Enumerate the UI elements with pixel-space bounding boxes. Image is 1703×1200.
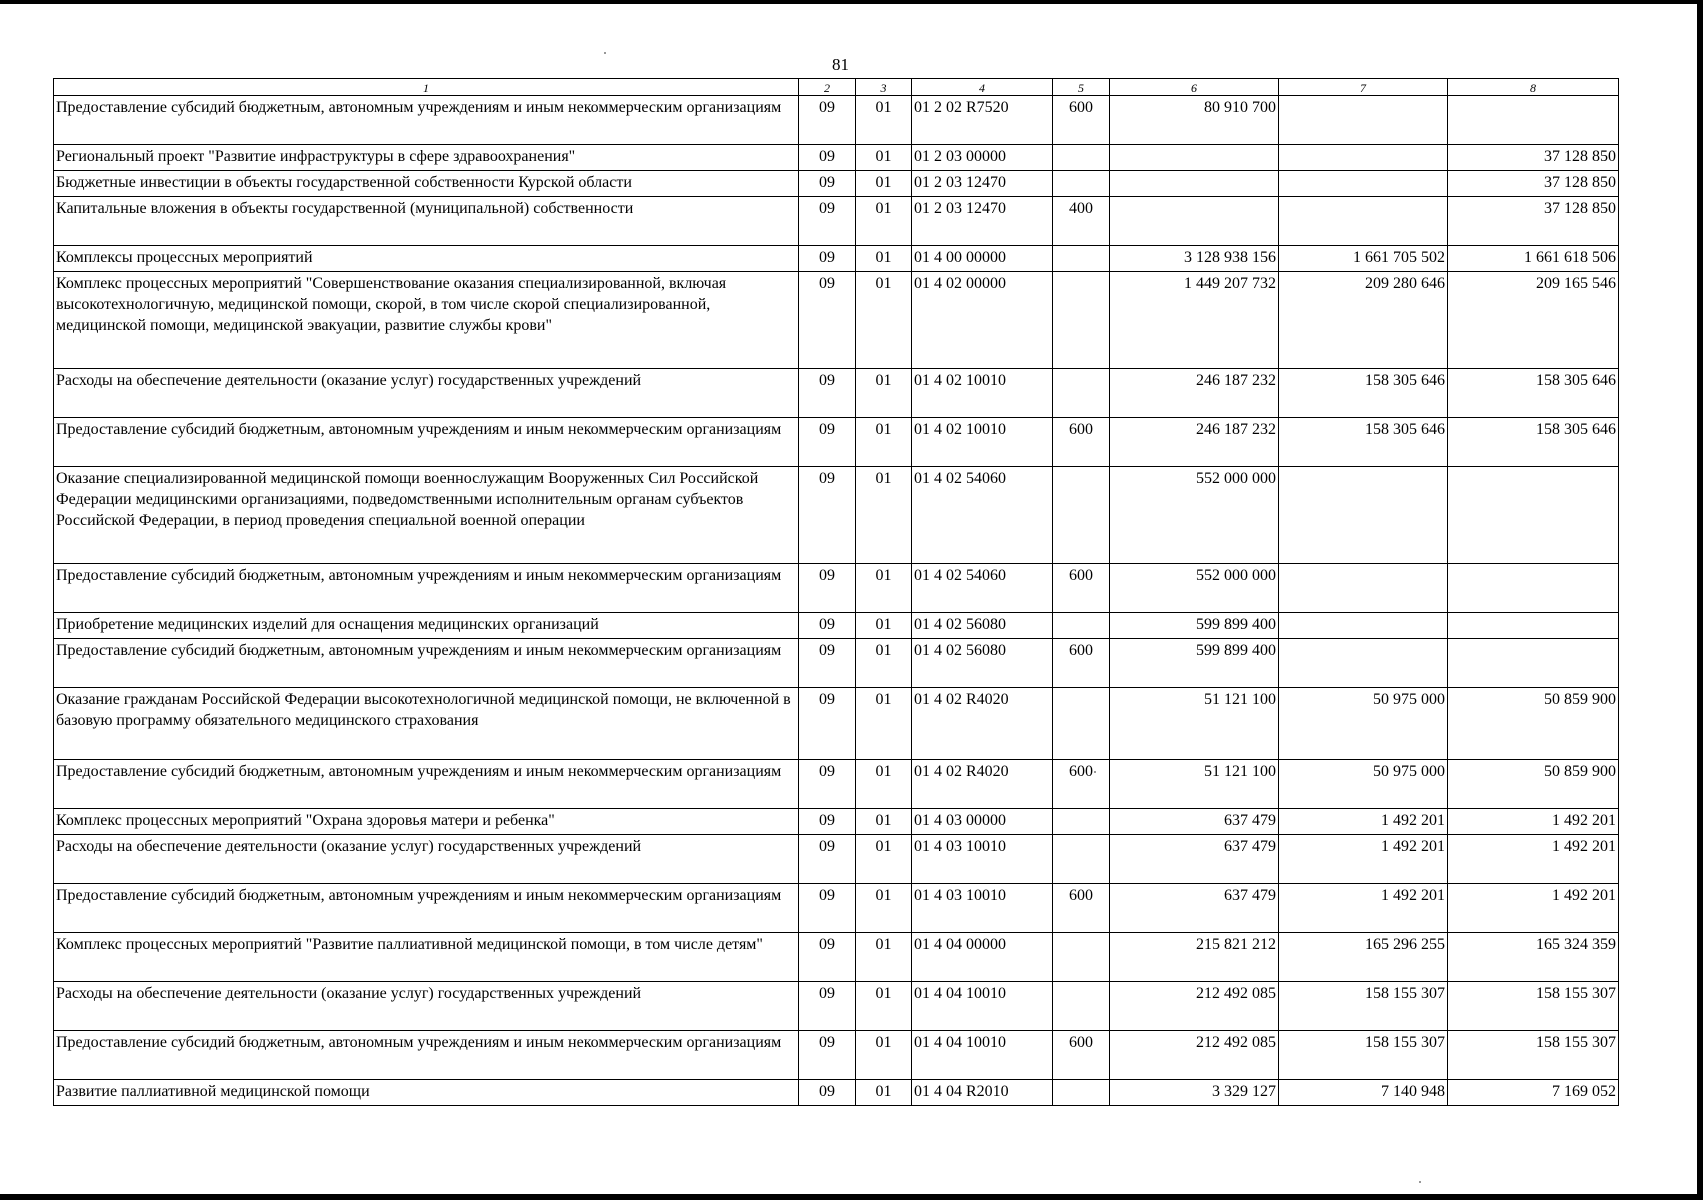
row-name: Капитальные вложения в объекты государственной (муниципальной) собственности: [54, 197, 799, 246]
amount-col-7: 1 661 705 502: [1279, 246, 1448, 272]
amount-col-6: 3 329 127: [1110, 1080, 1279, 1106]
amount-col-8: 158 155 307: [1448, 982, 1619, 1031]
section-code: 09: [799, 835, 856, 884]
amount-col-8: [1448, 96, 1619, 145]
target-article-code: 01 4 02 54060: [912, 467, 1053, 564]
row-name: Комплексы процессных мероприятий: [54, 246, 799, 272]
subsection-code: 01: [856, 197, 912, 246]
expense-type-code: 600: [1053, 564, 1110, 613]
subsection-code: 01: [856, 369, 912, 418]
amount-col-7: 158 305 646: [1279, 369, 1448, 418]
amount-col-6: 80 910 700: [1110, 96, 1279, 145]
table-row: [54, 884, 1619, 933]
column-number: 4: [912, 79, 1053, 96]
target-article-code: 01 4 03 00000: [912, 809, 1053, 835]
amount-col-8: [1448, 564, 1619, 613]
table-row: [54, 809, 1619, 835]
amount-col-8: 165 324 359: [1448, 933, 1619, 982]
column-number: 1: [54, 79, 799, 96]
table-row: [54, 467, 1619, 564]
section-code: 09: [799, 418, 856, 467]
amount-col-7: [1279, 171, 1448, 197]
subsection-code: 01: [856, 639, 912, 688]
amount-col-6: 637 479: [1110, 884, 1279, 933]
amount-col-8: 37 128 850: [1448, 145, 1619, 171]
table-body: [54, 96, 1619, 1106]
expense-type-code: 600: [1053, 418, 1110, 467]
row-name: Региональный проект "Развитие инфраструктуры в сфере здравоохранения": [54, 145, 799, 171]
amount-col-8: [1448, 639, 1619, 688]
amount-col-7: 1 492 201: [1279, 835, 1448, 884]
amount-col-6: 246 187 232: [1110, 418, 1279, 467]
column-number: 3: [856, 79, 912, 96]
section-code: 09: [799, 809, 856, 835]
scan-border-top: [0, 0, 1703, 4]
amount-col-8: 209 165 546: [1448, 272, 1619, 369]
amount-col-7: [1279, 639, 1448, 688]
table-row: [54, 1031, 1619, 1080]
subsection-code: 01: [856, 171, 912, 197]
section-code: 09: [799, 613, 856, 639]
section-code: 09: [799, 1031, 856, 1080]
section-code: 09: [799, 884, 856, 933]
subsection-code: 01: [856, 272, 912, 369]
column-number: 8: [1448, 79, 1619, 96]
section-code: 09: [799, 171, 856, 197]
row-name: Расходы на обеспечение деятельности (оказание услуг) государственных учреждений: [54, 369, 799, 418]
amount-col-7: 1 492 201: [1279, 809, 1448, 835]
expense-type-code: 600: [1053, 1031, 1110, 1080]
subsection-code: 01: [856, 760, 912, 809]
amount-col-8: 37 128 850: [1448, 197, 1619, 246]
row-name: Комплекс процессных мероприятий "Совершенствование оказания специализированной, включая высокотехнологичную, медицинской помощи, скорой, в том числе скорой специализированной, медицинской помощи, медицинской эвакуации, развитие службы крови": [54, 272, 799, 369]
amount-col-6: 51 121 100: [1110, 760, 1279, 809]
target-article-code: 01 4 00 00000: [912, 246, 1053, 272]
amount-col-8: 158 305 646: [1448, 369, 1619, 418]
amount-col-7: [1279, 467, 1448, 564]
amount-col-7: [1279, 564, 1448, 613]
amount-col-6: 215 821 212: [1110, 933, 1279, 982]
amount-col-8: 1 492 201: [1448, 809, 1619, 835]
subsection-code: 01: [856, 809, 912, 835]
row-name: Предоставление субсидий бюджетным, автономным учреждениям и иным некоммерческим организациям: [54, 96, 799, 145]
expense-type-code: 600: [1053, 639, 1110, 688]
row-name: Предоставление субсидий бюджетным, автономным учреждениям и иным некоммерческим организациям: [54, 418, 799, 467]
scan-border-bottom: [0, 1194, 1703, 1200]
section-code: 09: [799, 688, 856, 760]
page-number: 81: [832, 55, 849, 74]
target-article-code: 01 4 04 R2010: [912, 1080, 1053, 1106]
target-article-code: 01 2 02 R7520: [912, 96, 1053, 145]
expense-type-code: [1053, 1080, 1110, 1106]
table-row: [54, 1080, 1619, 1106]
scan-speck: [604, 52, 606, 54]
section-code: 09: [799, 145, 856, 171]
row-name: Развитие паллиативной медицинской помощи: [54, 1080, 799, 1106]
expense-type-code: 600: [1053, 96, 1110, 145]
expense-type-code: [1053, 369, 1110, 418]
expense-type-code: [1053, 982, 1110, 1031]
amount-col-6: 3 128 938 156: [1110, 246, 1279, 272]
target-article-code: 01 2 03 12470: [912, 171, 1053, 197]
section-code: 09: [799, 96, 856, 145]
section-code: 09: [799, 639, 856, 688]
section-code: 09: [799, 467, 856, 564]
amount-col-8: 1 661 618 506: [1448, 246, 1619, 272]
target-article-code: 01 4 02 00000: [912, 272, 1053, 369]
row-name: Предоставление субсидий бюджетным, автономным учреждениям и иным некоммерческим организациям: [54, 639, 799, 688]
table-row: [54, 197, 1619, 246]
amount-col-6: 51 121 100: [1110, 688, 1279, 760]
amount-col-8: [1448, 467, 1619, 564]
amount-col-8: 158 155 307: [1448, 1031, 1619, 1080]
amount-col-6: 599 899 400: [1110, 639, 1279, 688]
subsection-code: 01: [856, 467, 912, 564]
table-row: [54, 835, 1619, 884]
subsection-code: 01: [856, 982, 912, 1031]
row-name: Предоставление субсидий бюджетным, автономным учреждениям и иным некоммерческим организациям: [54, 564, 799, 613]
row-name: Комплекс процессных мероприятий "Развитие паллиативной медицинской помощи, в том числе детям": [54, 933, 799, 982]
table-row: [54, 145, 1619, 171]
row-name: Предоставление субсидий бюджетным, автономным учреждениям и иным некоммерческим организациям: [54, 884, 799, 933]
row-name: Оказание гражданам Российской Федерации высокотехнологичной медицинской помощи, не включенной в базовую программу обязательного медицинского страхования: [54, 688, 799, 760]
table-row: [54, 613, 1619, 639]
table-row: [54, 639, 1619, 688]
budget-table: [53, 78, 1619, 1106]
section-code: 09: [799, 369, 856, 418]
amount-col-7: [1279, 197, 1448, 246]
row-name: Бюджетные инвестиции в объекты государственной собственности Курской области: [54, 171, 799, 197]
amount-col-7: [1279, 145, 1448, 171]
row-name: Предоставление субсидий бюджетным, автономным учреждениям и иным некоммерческим организациям: [54, 760, 799, 809]
amount-col-6: [1110, 145, 1279, 171]
table-row: [54, 272, 1619, 369]
amount-col-7: 7 140 948: [1279, 1080, 1448, 1106]
subsection-code: 01: [856, 96, 912, 145]
subsection-code: 01: [856, 688, 912, 760]
table-row: [54, 171, 1619, 197]
amount-col-7: 50 975 000: [1279, 760, 1448, 809]
section-code: 09: [799, 760, 856, 809]
table-row: [54, 982, 1619, 1031]
amount-col-6: 1 449 207 732: [1110, 272, 1279, 369]
subsection-code: 01: [856, 884, 912, 933]
amount-col-7: 209 280 646: [1279, 272, 1448, 369]
section-code: 09: [799, 246, 856, 272]
section-code: 09: [799, 197, 856, 246]
subsection-code: 01: [856, 1031, 912, 1080]
expense-type-code: [1053, 835, 1110, 884]
amount-col-8: 1 492 201: [1448, 884, 1619, 933]
target-article-code: 01 4 02 R4020: [912, 760, 1053, 809]
amount-col-8: [1448, 613, 1619, 639]
expense-type-code: [1053, 171, 1110, 197]
section-code: 09: [799, 1080, 856, 1106]
expense-type-code: [1053, 145, 1110, 171]
expense-type-code: [1053, 272, 1110, 369]
column-number-row: [54, 79, 1619, 96]
subsection-code: 01: [856, 564, 912, 613]
amount-col-7: 1 492 201: [1279, 884, 1448, 933]
subsection-code: 01: [856, 145, 912, 171]
row-name: Комплекс процессных мероприятий "Охрана здоровья матери и ребенка": [54, 809, 799, 835]
target-article-code: 01 4 02 10010: [912, 369, 1053, 418]
expense-type-code: 600: [1053, 760, 1110, 809]
amount-col-8: 7 169 052: [1448, 1080, 1619, 1106]
row-name: Расходы на обеспечение деятельности (оказание услуг) государственных учреждений: [54, 982, 799, 1031]
amount-col-6: 637 479: [1110, 809, 1279, 835]
subsection-code: 01: [856, 246, 912, 272]
subsection-code: 01: [856, 835, 912, 884]
table-row: [54, 246, 1619, 272]
expense-type-code: 600: [1053, 884, 1110, 933]
amount-col-8: 50 859 900: [1448, 760, 1619, 809]
target-article-code: 01 4 04 00000: [912, 933, 1053, 982]
target-article-code: 01 4 02 56080: [912, 613, 1053, 639]
target-article-code: 01 4 03 10010: [912, 835, 1053, 884]
amount-col-6: 552 000 000: [1110, 467, 1279, 564]
amount-col-6: 246 187 232: [1110, 369, 1279, 418]
section-code: 09: [799, 564, 856, 613]
row-name: Приобретение медицинских изделий для оснащения медицинских организаций: [54, 613, 799, 639]
scan-border-right: [1697, 0, 1703, 1200]
target-article-code: 01 2 03 12470: [912, 197, 1053, 246]
section-code: 09: [799, 272, 856, 369]
table-row: [54, 688, 1619, 760]
target-article-code: 01 4 02 R4020: [912, 688, 1053, 760]
target-article-code: 01 4 02 56080: [912, 639, 1053, 688]
table-row: [54, 418, 1619, 467]
amount-col-6: [1110, 197, 1279, 246]
target-article-code: 01 2 03 00000: [912, 145, 1053, 171]
table-row: [54, 96, 1619, 145]
amount-col-8: 158 305 646: [1448, 418, 1619, 467]
amount-col-6: 637 479: [1110, 835, 1279, 884]
expense-type-code: [1053, 688, 1110, 760]
amount-col-6: 599 899 400: [1110, 613, 1279, 639]
amount-col-7: 158 305 646: [1279, 418, 1448, 467]
expense-type-code: [1053, 809, 1110, 835]
amount-col-6: 552 000 000: [1110, 564, 1279, 613]
subsection-code: 01: [856, 933, 912, 982]
table-row: [54, 564, 1619, 613]
column-number: 5: [1053, 79, 1110, 96]
target-article-code: 01 4 04 10010: [912, 982, 1053, 1031]
amount-col-7: [1279, 96, 1448, 145]
row-name: Предоставление субсидий бюджетным, автономным учреждениям и иным некоммерческим организациям: [54, 1031, 799, 1080]
amount-col-8: 37 128 850: [1448, 171, 1619, 197]
target-article-code: 01 4 04 10010: [912, 1031, 1053, 1080]
table-row: [54, 760, 1619, 809]
target-article-code: 01 4 03 10010: [912, 884, 1053, 933]
column-number: 2: [799, 79, 856, 96]
amount-col-6: 212 492 085: [1110, 1031, 1279, 1080]
amount-col-7: [1279, 613, 1448, 639]
expense-type-code: [1053, 246, 1110, 272]
subsection-code: 01: [856, 1080, 912, 1106]
target-article-code: 01 4 02 54060: [912, 564, 1053, 613]
amount-col-6: [1110, 171, 1279, 197]
amount-col-8: 50 859 900: [1448, 688, 1619, 760]
expense-type-code: [1053, 933, 1110, 982]
amount-col-6: 212 492 085: [1110, 982, 1279, 1031]
amount-col-7: 158 155 307: [1279, 1031, 1448, 1080]
expense-type-code: [1053, 613, 1110, 639]
amount-col-7: 158 155 307: [1279, 982, 1448, 1031]
row-name: Расходы на обеспечение деятельности (оказание услуг) государственных учреждений: [54, 835, 799, 884]
section-code: 09: [799, 933, 856, 982]
table-row: [54, 933, 1619, 982]
row-name: Оказание специализированной медицинской помощи военнослужащим Вооруженных Сил Российской Федерации медицинскими организациями, подведомственными исполнительным органам субъектов Российской Федерации, в период проведения специальной военной операции: [54, 467, 799, 564]
table-row: [54, 369, 1619, 418]
expense-type-code: [1053, 467, 1110, 564]
subsection-code: 01: [856, 418, 912, 467]
section-code: 09: [799, 982, 856, 1031]
amount-col-7: 165 296 255: [1279, 933, 1448, 982]
column-number: 6: [1110, 79, 1279, 96]
amount-col-7: 50 975 000: [1279, 688, 1448, 760]
amount-col-8: 1 492 201: [1448, 835, 1619, 884]
scan-speck: [1419, 1181, 1421, 1183]
column-number: 7: [1279, 79, 1448, 96]
subsection-code: 01: [856, 613, 912, 639]
expense-type-code: 400: [1053, 197, 1110, 246]
target-article-code: 01 4 02 10010: [912, 418, 1053, 467]
